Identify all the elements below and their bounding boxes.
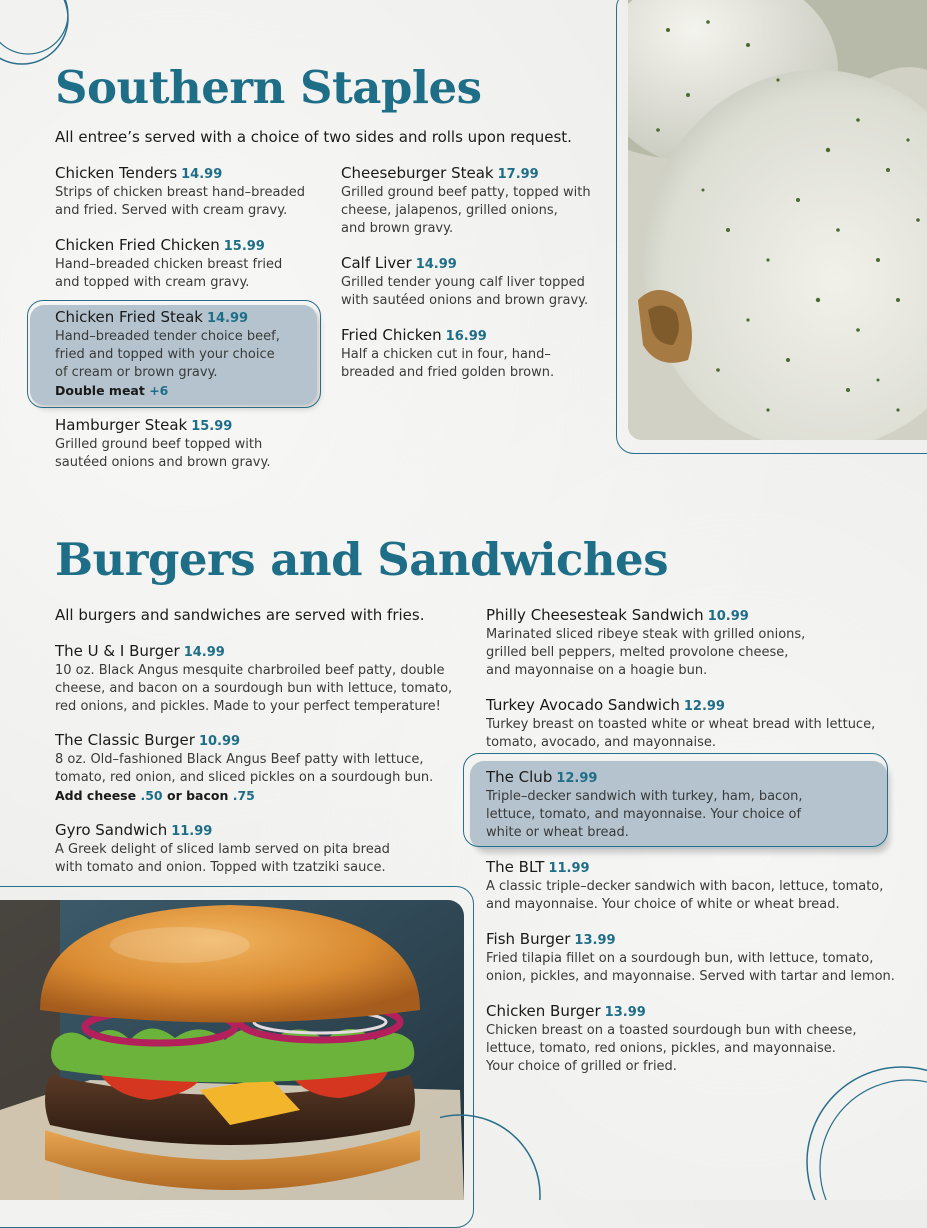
menu-item	[486, 768, 803, 842]
item-description: sautéed onions and brown gravy.	[55, 455, 271, 470]
item-price: 14.99	[415, 257, 457, 272]
item-price: 13.99	[604, 1005, 646, 1020]
menu-item	[486, 930, 895, 986]
section-title-southern-staples: Southern Staples	[55, 61, 482, 114]
item-price: 13.99	[574, 933, 616, 948]
item-price: 10.99	[707, 609, 749, 624]
burger-photo	[0, 900, 464, 1200]
section-title-burgers-and-sandwiches: Burgers and Sandwiches	[55, 533, 669, 586]
item-price: 14.99	[181, 167, 223, 182]
item-description: white or wheat bread.	[486, 825, 629, 840]
item-name: Philly Cheesesteak Sandwich	[486, 606, 704, 624]
item-description: tomato, red onion, and sliced pickles on a sourdough bun.	[55, 770, 434, 785]
item-description: Your choice of grilled or fried.	[486, 1059, 677, 1074]
item-description: Fried tilapia fillet on a sourdough bun, with lettuce, tomato,	[486, 951, 874, 966]
item-extra: Double meat +6	[55, 383, 169, 398]
section-intro-southern-staples: All entree’s served with a choice of two sides and rolls upon request.	[55, 128, 572, 146]
item-price: 17.99	[497, 167, 539, 182]
decorative-circle-bottom-center	[440, 1110, 550, 1200]
menu-item	[55, 236, 282, 292]
decorative-circles-bottom-right	[790, 1040, 927, 1200]
item-description: fried and topped with your choice	[55, 347, 275, 362]
item-description: cheese, and bacon on a sourdough bun with lettuce, tomato,	[55, 681, 453, 696]
item-price: 14.99	[206, 311, 249, 326]
item-description: and mayonnaise on a hoagie bun.	[486, 663, 708, 678]
item-name: Chicken Burger	[486, 1002, 601, 1020]
menu-item	[486, 606, 805, 680]
item-description: 10 oz. Black Angus mesquite charbroiled beef patty, double	[55, 663, 445, 678]
item-description: with tomato and onion. Topped with tzatziki sauce.	[55, 860, 386, 875]
item-name: Chicken Fried Steak	[55, 308, 203, 326]
item-description: with sautéed onions and brown gravy.	[341, 293, 589, 308]
chicken-fried-steak-photo	[628, 0, 927, 440]
menu-item	[55, 164, 305, 220]
item-description: onion, pickles, and mayonnaise. Served with tartar and lemon.	[486, 969, 895, 984]
menu-item	[486, 858, 883, 914]
item-price: 15.99	[223, 239, 265, 254]
item-description: 8 oz. Old–fashioned Black Angus Beef patty with lettuce,	[55, 752, 424, 767]
item-name: Cheeseburger Steak	[341, 164, 494, 182]
item-description: cheese, jalapenos, grilled onions,	[341, 203, 558, 218]
item-description: Grilled ground beef topped with	[55, 437, 263, 452]
item-description: Triple–decker sandwich with turkey, ham, bacon,	[486, 789, 803, 804]
item-description: red onions, and pickles. Made to your perfect temperature!	[55, 699, 441, 714]
item-extra: Add cheese .50 or bacon .75	[55, 788, 255, 803]
item-description: A classic triple–decker sandwich with bacon, lettuce, tomato,	[486, 879, 884, 894]
menu-item	[486, 696, 875, 752]
item-description: lettuce, tomato, and mayonnaise. Your choice of	[486, 807, 802, 822]
item-price: 14.99	[183, 645, 225, 660]
item-price: 11.99	[171, 824, 213, 839]
item-name: Hamburger Steak	[55, 416, 188, 434]
item-description: and fried. Served with cream gravy.	[55, 203, 288, 218]
item-description: of cream or brown gravy.	[55, 365, 218, 380]
item-description: Strips of chicken breast hand–breaded	[55, 185, 305, 200]
item-price: 11.99	[548, 861, 590, 876]
menu-item	[55, 416, 270, 472]
item-description: and brown gravy.	[341, 221, 454, 236]
item-description: Half a chicken cut in four, hand–	[341, 347, 551, 362]
item-description: Marinated sliced ribeye steak with grilled onions,	[486, 627, 806, 642]
item-name: Turkey Avocado Sandwich	[486, 696, 680, 714]
item-price: 12.99	[683, 699, 725, 714]
item-price: 15.99	[191, 419, 233, 434]
item-description: Turkey breast on toasted white or wheat bread with lettuce,	[486, 717, 876, 732]
decorative-circles-top-left	[0, 0, 80, 70]
menu-item	[341, 164, 591, 238]
menu-item	[55, 821, 390, 877]
item-description: breaded and fried golden brown.	[341, 365, 555, 380]
item-name: Fried Chicken	[341, 326, 442, 344]
item-price: 16.99	[445, 329, 487, 344]
item-description: Hand–breaded tender choice beef,	[55, 329, 280, 344]
item-name: The BLT	[486, 858, 545, 876]
item-description: Chicken breast on a toasted sourdough bun with cheese,	[486, 1023, 857, 1038]
item-description: grilled bell peppers, melted provolone cheese,	[486, 645, 789, 660]
item-name: Calf Liver	[341, 254, 412, 272]
item-name: Chicken Fried Chicken	[55, 236, 220, 254]
item-price: 10.99	[198, 734, 241, 749]
item-description: lettuce, tomato, red onions, pickles, and mayonnaise.	[486, 1041, 836, 1056]
item-name: The Club	[486, 768, 553, 786]
item-description: Grilled tender young calf liver topped	[341, 275, 585, 290]
item-name: Chicken Tenders	[55, 164, 178, 182]
item-description: and topped with cream gravy.	[55, 275, 250, 290]
item-description: tomato, avocado, and mayonnaise.	[486, 735, 717, 750]
menu-item	[55, 731, 433, 805]
item-name: The Classic Burger	[55, 731, 195, 749]
section-intro-burgers-and-sandwiches: All burgers and sandwiches are served with fries.	[55, 606, 425, 624]
menu-item	[55, 642, 452, 716]
item-name: The U & I Burger	[55, 642, 180, 660]
item-description: Grilled ground beef patty, topped with	[341, 185, 591, 200]
item-description: and mayonnaise. Your choice of white or wheat bread.	[486, 897, 840, 912]
menu-item	[341, 254, 588, 310]
item-name: Fish Burger	[486, 930, 571, 948]
item-description: A Greek delight of sliced lamb served on pita bread	[55, 842, 390, 857]
item-name: Gyro Sandwich	[55, 821, 168, 839]
menu-item	[55, 308, 280, 400]
item-description: Hand–breaded chicken breast fried	[55, 257, 283, 272]
menu-item	[341, 326, 554, 382]
item-price: 12.99	[556, 771, 598, 786]
